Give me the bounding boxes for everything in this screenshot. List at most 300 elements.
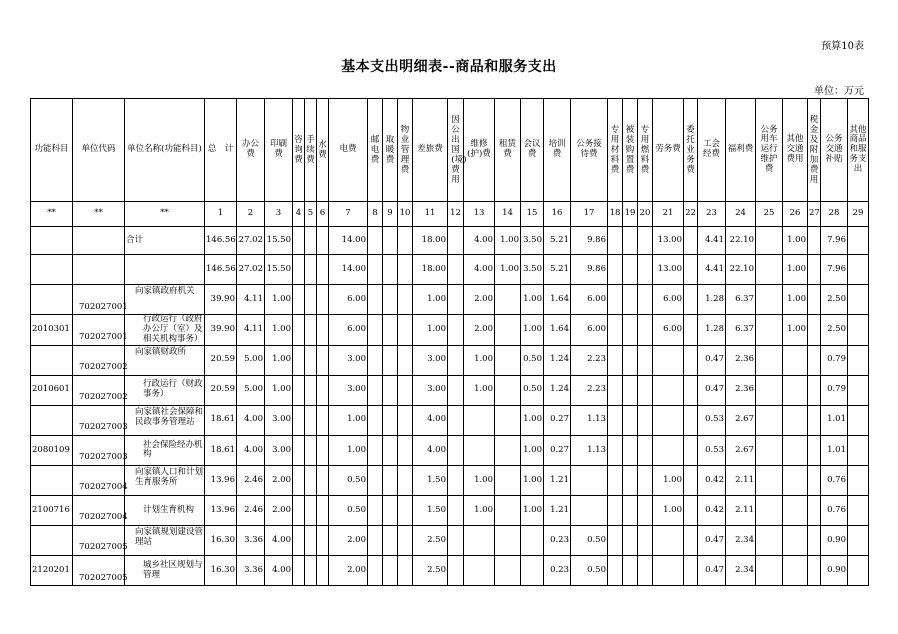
- amount-cell: 0.53: [698, 435, 726, 465]
- column-number: 2: [237, 202, 265, 227]
- column-header-label: 委托业务费: [686, 124, 695, 175]
- amount-cell: [398, 285, 413, 315]
- amount-cell: [495, 435, 521, 465]
- expense-detail-table: [30, 98, 869, 586]
- amount-cell: [756, 405, 783, 435]
- column-header: [73, 99, 125, 202]
- amount-cell: 5.21: [544, 255, 571, 285]
- column-number: 11: [413, 202, 448, 227]
- amount-cell: [293, 345, 305, 375]
- amount-cell: [684, 345, 698, 375]
- column-header-label: 单位名称(功能科目): [127, 144, 202, 155]
- amount-cell: 3.50: [521, 255, 544, 285]
- unit-name-cell: 向家镇财政所: [125, 345, 205, 375]
- column-header-label: 维修(护)费: [467, 139, 491, 159]
- unit-code-cell: 702027002: [73, 375, 125, 405]
- amount-cell: [495, 556, 521, 586]
- column-header-label: 差旅费: [417, 144, 443, 155]
- amount-cell: [756, 526, 783, 556]
- amount-cell: [398, 315, 413, 345]
- amount-cell: 18.61: [205, 435, 237, 465]
- amount-cell: [653, 405, 684, 435]
- column-header: [608, 99, 623, 202]
- amount-cell: 2.67: [726, 405, 756, 435]
- amount-cell: [398, 375, 413, 405]
- unit-code-cell: 702027001: [73, 285, 125, 315]
- column-header-label: 功能科目: [34, 144, 69, 155]
- amount-cell: [638, 405, 653, 435]
- amount-cell: [848, 315, 869, 345]
- amount-cell: [448, 345, 464, 375]
- amount-cell: 1.50: [413, 496, 448, 526]
- amount-cell: [317, 405, 329, 435]
- amount-cell: 4.00: [413, 405, 448, 435]
- amount-cell: [317, 465, 329, 495]
- column-header: [398, 99, 413, 202]
- column-header-row: [31, 99, 869, 202]
- amount-cell: [495, 465, 521, 495]
- amount-cell: [293, 405, 305, 435]
- amount-cell: 1.01: [821, 405, 848, 435]
- amount-cell: 4.00: [237, 405, 265, 435]
- amount-cell: 1.00: [495, 255, 521, 285]
- function-code-cell: [31, 345, 73, 375]
- amount-cell: 2.36: [726, 345, 756, 375]
- column-header: [293, 99, 305, 202]
- column-header: [317, 99, 329, 202]
- amount-cell: [317, 375, 329, 405]
- amount-cell: [464, 405, 495, 435]
- amount-cell: 2.00: [329, 556, 368, 586]
- amount-cell: 3.36: [237, 526, 265, 556]
- amount-cell: [305, 496, 317, 526]
- amount-cell: [368, 435, 383, 465]
- table-row: [31, 435, 869, 465]
- amount-cell: [368, 285, 383, 315]
- amount-cell: [368, 255, 383, 285]
- column-header: [821, 99, 848, 202]
- unit-name-cell: 行政运行（财政事务）: [125, 375, 205, 405]
- amount-cell: [783, 526, 808, 556]
- amount-cell: [305, 556, 317, 586]
- amount-cell: 5.21: [544, 227, 571, 255]
- amount-cell: 6.00: [653, 315, 684, 345]
- amount-cell: [808, 227, 821, 255]
- amount-cell: 6.00: [329, 315, 368, 345]
- amount-cell: [638, 375, 653, 405]
- function-code-cell: [31, 526, 73, 556]
- amount-cell: 1.64: [544, 285, 571, 315]
- amount-cell: [398, 345, 413, 375]
- amount-cell: [808, 315, 821, 345]
- unit-name-cell: 行政运行（政府办公厅（室）及相关机构事务）: [125, 315, 205, 345]
- amount-cell: 13.96: [205, 496, 237, 526]
- amount-cell: 0.47: [698, 526, 726, 556]
- amount-cell: 6.00: [571, 285, 608, 315]
- unit-code-cell: 702027001: [73, 315, 125, 345]
- amount-cell: [783, 435, 808, 465]
- amount-cell: 4.00: [237, 435, 265, 465]
- amount-cell: [305, 227, 317, 255]
- amount-cell: 1.00: [521, 435, 544, 465]
- amount-cell: [848, 526, 869, 556]
- unit-name-cell: 向家镇规划建设管理站: [125, 526, 205, 556]
- column-header: [783, 99, 808, 202]
- amount-cell: [623, 465, 638, 495]
- amount-cell: 3.00: [265, 405, 293, 435]
- amount-cell: [756, 465, 783, 495]
- amount-cell: 3.00: [329, 345, 368, 375]
- amount-cell: 1.64: [544, 315, 571, 345]
- column-number: 15: [521, 202, 544, 227]
- column-number: 4: [293, 202, 305, 227]
- column-number: 7: [329, 202, 368, 227]
- amount-cell: 1.00: [783, 315, 808, 345]
- amount-cell: [756, 375, 783, 405]
- amount-cell: [368, 345, 383, 375]
- amount-cell: 0.27: [544, 405, 571, 435]
- column-number: 12: [448, 202, 464, 227]
- amount-cell: 4.11: [237, 285, 265, 315]
- unit-code-cell: 702027005: [73, 556, 125, 586]
- amount-cell: 2.00: [329, 526, 368, 556]
- amount-cell: 22.10: [726, 227, 756, 255]
- amount-cell: 4.11: [237, 315, 265, 345]
- amount-cell: 0.47: [698, 375, 726, 405]
- amount-cell: [448, 255, 464, 285]
- amount-cell: [808, 405, 821, 435]
- column-header: [623, 99, 638, 202]
- table-row: [31, 526, 869, 556]
- amount-cell: [293, 556, 305, 586]
- amount-cell: [293, 465, 305, 495]
- amount-cell: 1.28: [698, 285, 726, 315]
- amount-cell: 16.30: [205, 556, 237, 586]
- amount-cell: [623, 435, 638, 465]
- amount-cell: 1.00: [265, 315, 293, 345]
- amount-cell: [608, 345, 623, 375]
- amount-cell: [623, 375, 638, 405]
- amount-cell: 6.00: [653, 285, 684, 315]
- amount-cell: [368, 496, 383, 526]
- amount-cell: [448, 496, 464, 526]
- amount-cell: 0.50: [329, 496, 368, 526]
- amount-cell: 15.50: [265, 227, 293, 255]
- amount-cell: [521, 526, 544, 556]
- amount-cell: 0.79: [821, 375, 848, 405]
- column-header: [383, 99, 398, 202]
- amount-cell: [808, 556, 821, 586]
- amount-cell: [623, 227, 638, 255]
- amount-cell: [848, 375, 869, 405]
- amount-cell: 0.53: [698, 405, 726, 435]
- column-number: 16: [544, 202, 571, 227]
- amount-cell: [464, 526, 495, 556]
- amount-cell: [848, 496, 869, 526]
- column-header: [756, 99, 783, 202]
- column-number: 3: [265, 202, 293, 227]
- amount-cell: 0.79: [821, 345, 848, 375]
- table-row: [31, 465, 869, 495]
- amount-cell: [398, 405, 413, 435]
- amount-cell: [623, 496, 638, 526]
- column-number: 17: [571, 202, 608, 227]
- column-header: [848, 99, 869, 202]
- amount-cell: [684, 435, 698, 465]
- unit-name-cell: 向家镇社会保障和民政事务管理站: [125, 405, 205, 435]
- column-header: [448, 99, 467, 202]
- amount-cell: [448, 405, 464, 435]
- amount-cell: [398, 255, 413, 285]
- column-header: [638, 99, 653, 202]
- amount-cell: 1.28: [698, 315, 726, 345]
- amount-cell: 2.50: [821, 285, 848, 315]
- amount-cell: 27.02: [237, 255, 265, 285]
- column-header: [495, 99, 521, 202]
- amount-cell: [448, 435, 464, 465]
- amount-cell: [623, 526, 638, 556]
- amount-cell: [653, 345, 684, 375]
- amount-cell: 5.00: [237, 345, 265, 375]
- amount-cell: [623, 345, 638, 375]
- amount-cell: [608, 435, 623, 465]
- amount-cell: [317, 285, 329, 315]
- amount-cell: 2.36: [726, 375, 756, 405]
- amount-cell: [464, 435, 495, 465]
- unit-code-cell: 702027004: [73, 496, 125, 526]
- unit-name-cell: [125, 255, 205, 285]
- unit-code-cell: [73, 227, 125, 255]
- amount-cell: 13.00: [653, 255, 684, 285]
- column-number: 6: [317, 202, 329, 227]
- unit-name-cell: 城乡社区规划与管理: [125, 556, 205, 586]
- amount-cell: [783, 496, 808, 526]
- column-header-label: 会议费: [523, 139, 541, 159]
- amount-cell: 1.00: [413, 315, 448, 345]
- amount-cell: 9.86: [571, 255, 608, 285]
- amount-cell: 39.90: [205, 315, 237, 345]
- amount-cell: [808, 496, 821, 526]
- amount-cell: 1.00: [464, 496, 495, 526]
- column-header-label: 公务交通补贴: [825, 134, 843, 164]
- amount-cell: [623, 556, 638, 586]
- amount-cell: [623, 405, 638, 435]
- amount-cell: 4.41: [698, 255, 726, 285]
- column-header: [571, 99, 608, 202]
- amount-cell: [398, 496, 413, 526]
- amount-cell: [305, 315, 317, 345]
- amount-cell: 6.37: [726, 285, 756, 315]
- amount-cell: [368, 526, 383, 556]
- amount-cell: [783, 375, 808, 405]
- amount-cell: 1.21: [544, 496, 571, 526]
- amount-cell: [383, 375, 398, 405]
- amount-cell: [293, 526, 305, 556]
- amount-cell: [383, 435, 398, 465]
- amount-cell: [638, 285, 653, 315]
- amount-cell: [317, 496, 329, 526]
- amount-cell: 6.00: [329, 285, 368, 315]
- column-number: 9: [383, 202, 398, 227]
- amount-cell: [684, 255, 698, 285]
- amount-cell: [808, 285, 821, 315]
- amount-cell: 3.00: [413, 345, 448, 375]
- amount-cell: 7.96: [821, 255, 848, 285]
- amount-cell: [638, 315, 653, 345]
- amount-cell: [305, 255, 317, 285]
- amount-cell: [808, 526, 821, 556]
- column-header: [544, 99, 571, 202]
- column-header-label: 公务接待费: [576, 139, 602, 159]
- table-row: [31, 496, 869, 526]
- amount-cell: 18.00: [413, 227, 448, 255]
- amount-cell: [521, 556, 544, 586]
- column-header: [653, 99, 684, 202]
- amount-cell: 1.00: [521, 315, 544, 345]
- amount-cell: [305, 375, 317, 405]
- amount-cell: [638, 345, 653, 375]
- amount-cell: [383, 285, 398, 315]
- amount-cell: 3.00: [329, 375, 368, 405]
- amount-cell: 1.13: [571, 405, 608, 435]
- unit-name-cell: 社会保险经办机构: [125, 435, 205, 465]
- amount-cell: [653, 556, 684, 586]
- amount-cell: 20.59: [205, 375, 237, 405]
- column-header-label: 其他交通费用: [786, 134, 804, 164]
- table-body: [31, 227, 869, 586]
- amount-cell: [608, 556, 623, 586]
- amount-cell: [756, 496, 783, 526]
- amount-cell: [756, 556, 783, 586]
- amount-cell: 0.50: [571, 556, 608, 586]
- amount-cell: 1.00: [265, 375, 293, 405]
- unit-name-cell: 合计: [125, 227, 205, 255]
- column-number: 26: [783, 202, 808, 227]
- amount-cell: [756, 345, 783, 375]
- amount-cell: 1.00: [265, 345, 293, 375]
- amount-cell: [756, 315, 783, 345]
- amount-cell: 13.96: [205, 465, 237, 495]
- column-header: [413, 99, 448, 202]
- amount-cell: 1.24: [544, 375, 571, 405]
- column-header: [329, 99, 368, 202]
- amount-cell: 1.00: [653, 496, 684, 526]
- amount-cell: [808, 465, 821, 495]
- amount-cell: [571, 465, 608, 495]
- amount-cell: [317, 556, 329, 586]
- amount-cell: [638, 255, 653, 285]
- amount-cell: [684, 526, 698, 556]
- column-header-label: 印刷费: [269, 139, 287, 159]
- amount-cell: [317, 345, 329, 375]
- amount-cell: [305, 435, 317, 465]
- column-header: [368, 99, 383, 202]
- table-row: [31, 255, 869, 285]
- amount-cell: 0.50: [329, 465, 368, 495]
- function-code-cell: [31, 465, 73, 495]
- amount-cell: 0.76: [821, 465, 848, 495]
- column-header-label: 培训费: [548, 139, 566, 159]
- amount-cell: 1.00: [329, 435, 368, 465]
- column-number: 13: [464, 202, 495, 227]
- amount-cell: [608, 465, 623, 495]
- column-header: [31, 99, 73, 202]
- function-code-cell: 2010301: [31, 315, 73, 345]
- amount-cell: [808, 345, 821, 375]
- amount-cell: 2.67: [726, 435, 756, 465]
- amount-cell: 20.59: [205, 345, 237, 375]
- amount-cell: 13.00: [653, 227, 684, 255]
- table-row: [31, 227, 869, 255]
- amount-cell: [653, 526, 684, 556]
- amount-cell: 0.42: [698, 465, 726, 495]
- column-header: [305, 99, 317, 202]
- function-code-cell: [31, 285, 73, 315]
- amount-cell: 27.02: [237, 227, 265, 255]
- amount-cell: [608, 227, 623, 255]
- amount-cell: 2.23: [571, 345, 608, 375]
- amount-cell: 4.00: [265, 526, 293, 556]
- unit-code-cell: 702027004: [73, 465, 125, 495]
- amount-cell: 1.00: [521, 285, 544, 315]
- amount-cell: [448, 556, 464, 586]
- amount-cell: 2.34: [726, 556, 756, 586]
- amount-cell: [783, 345, 808, 375]
- amount-cell: 0.42: [698, 496, 726, 526]
- amount-cell: [495, 315, 521, 345]
- amount-cell: 1.24: [544, 345, 571, 375]
- amount-cell: 0.47: [698, 556, 726, 586]
- amount-cell: 1.00: [464, 465, 495, 495]
- column-header-label: 单位代码: [81, 144, 116, 155]
- amount-cell: 4.00: [413, 435, 448, 465]
- column-header-label: 咨询费: [294, 134, 303, 165]
- amount-cell: [638, 227, 653, 255]
- amount-cell: [398, 556, 413, 586]
- amount-cell: [368, 465, 383, 495]
- function-code-cell: [31, 405, 73, 435]
- amount-cell: [653, 375, 684, 405]
- amount-cell: [368, 227, 383, 255]
- amount-cell: 2.23: [571, 375, 608, 405]
- amount-cell: [638, 496, 653, 526]
- column-header: [808, 99, 821, 202]
- unit-name-cell: 向家镇政府机关: [125, 285, 205, 315]
- amount-cell: 1.00: [413, 285, 448, 315]
- table-row: [31, 285, 869, 315]
- amount-cell: 14.00: [329, 227, 368, 255]
- amount-cell: [368, 405, 383, 435]
- amount-cell: [495, 496, 521, 526]
- amount-cell: [756, 435, 783, 465]
- column-number: 22: [684, 202, 698, 227]
- amount-cell: 4.00: [464, 227, 495, 255]
- column-header-label: 租赁费: [498, 139, 516, 159]
- amount-cell: [848, 255, 869, 285]
- amount-cell: [571, 496, 608, 526]
- amount-cell: 2.50: [413, 556, 448, 586]
- amount-cell: 18.61: [205, 405, 237, 435]
- column-number: 14: [495, 202, 521, 227]
- amount-cell: [448, 315, 464, 345]
- amount-cell: 18.00: [413, 255, 448, 285]
- column-header: [464, 99, 495, 202]
- amount-cell: 1.00: [783, 227, 808, 255]
- amount-cell: [756, 227, 783, 255]
- unit-name-cell: 计划生育机构: [125, 496, 205, 526]
- amount-cell: [495, 405, 521, 435]
- amount-cell: [305, 526, 317, 556]
